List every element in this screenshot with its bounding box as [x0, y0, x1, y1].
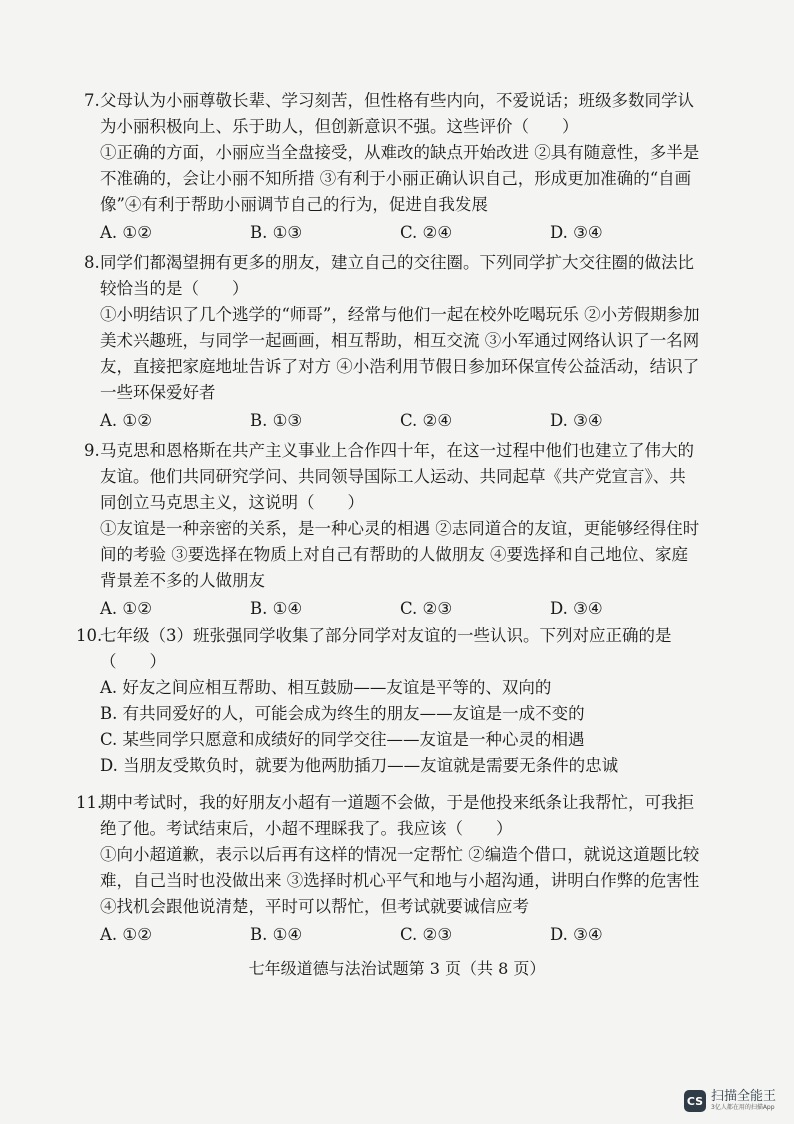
choice-a: A. 好友之间应相互帮助、相互鼓励——友谊是平等的、双向的 — [100, 678, 552, 697]
option-a: A. ①② — [100, 599, 152, 618]
question-number: 11. — [76, 793, 103, 812]
question-statements: ①友谊是一种亲密的关系，是一种心灵的相遇 ②志同道合的友谊，更能够经得住时间的考验 ③要选择在物质上对自己有帮助的人做朋友 ④要选择和自己地位、家庭背景差不多的人做朋友 — [100, 519, 700, 590]
option-b: B. ①③ — [250, 223, 303, 242]
question-9 — [84, 438, 700, 622]
option-b: B. ①④ — [250, 925, 303, 944]
option-a: A. ①② — [100, 411, 152, 430]
question-10 — [76, 623, 700, 779]
question-stem: 父母认为小丽尊敬长辈、学习刻苦，但性格有些内向，不爱说话；班级多数同学认为小丽积极向上、乐于助人，但创新意识不强。这些评价（ ） — [100, 91, 694, 136]
answer-options — [100, 220, 700, 246]
question-stem: 马克思和恩格斯在共产主义事业上合作四十年，在这一过程中他们也建立了伟大的友谊。他们共同研究学问、共同领导国际工人运动、共同起草《共产党宣言》、共同创立马克思主义，这说明（ ） — [100, 441, 694, 512]
question-number: 7. — [84, 91, 100, 110]
question-statements: ①小明结识了几个逃学的“师哥”，经常与他们一起在校外吃喝玩乐 ②小芳假期参加美术兴趣班，与同学一起画画，相互帮助，相互交流 ③小军通过网络认识了一名网友，直接把家庭地址告诉了对方 ④小浩利用节假日参加环保宣传公益活动，结识了一些环保爱好者 — [100, 305, 700, 402]
question-number: 8. — [84, 253, 100, 272]
option-b: B. ①④ — [250, 599, 303, 618]
page-footer: 七年级道德与法治试题第 3 页（共 8 页） — [248, 959, 546, 978]
option-d: D. ③④ — [550, 411, 603, 430]
question-number: 9. — [84, 441, 100, 460]
option-d: D. ③④ — [550, 599, 603, 618]
choice-b: B. 有共同爱好的人，可能会成为终生的朋友——友谊是一成不变的 — [100, 704, 585, 723]
question-7 — [84, 88, 700, 246]
question-statements: ①正确的方面，小丽应当全盘接受，从难改的缺点开始改进 ②具有随意性，多半是不准确的，会让小丽不知所措 ③有利于小丽正确认识自己，形成更加准确的“自画像”④有利于帮助小丽调节自己的行为，促进自我发展 — [100, 143, 700, 214]
choice-c: C. 某些同学只愿意和成绩好的同学交往——友谊是一种心灵的相遇 — [100, 730, 585, 749]
option-d: D. ③④ — [550, 223, 603, 242]
watermark-title: 扫描全能王 — [711, 1089, 777, 1104]
answer-options — [100, 596, 700, 622]
camscanner-logo-icon: CS — [684, 1090, 706, 1112]
option-a: A. ①② — [100, 223, 152, 242]
question-11 — [76, 790, 700, 948]
question-stem: 七年级（3）班张强同学收集了部分同学对友谊的一些认识。下列对应正确的是（ ） — [100, 626, 672, 671]
question-number: 10. — [76, 626, 103, 645]
option-c: C. ②④ — [400, 411, 453, 430]
scanner-watermark — [684, 1086, 794, 1116]
option-c: C. ②③ — [400, 925, 453, 944]
option-a: A. ①② — [100, 925, 152, 944]
option-b: B. ①③ — [250, 411, 303, 430]
question-8 — [84, 250, 700, 434]
answer-options — [100, 408, 700, 434]
option-d: D. ③④ — [550, 925, 603, 944]
answer-options — [100, 922, 700, 948]
option-c: C. ②④ — [400, 223, 453, 242]
question-statements: ①向小超道歉，表示以后再有这样的情况一定帮忙 ②编造个借口，就说这道题比较难，自己当时也没做出来 ③选择时机心平气和地与小超沟通，讲明白作弊的危害性 ④找机会跟他说清楚，平时可以帮忙，但考试就要诚信应考 — [100, 845, 700, 916]
watermark-text — [711, 1090, 776, 1112]
watermark-subtitle: 3亿人都在用的扫描App — [711, 1104, 775, 1111]
choice-d: D. 当朋友受欺负时，就要为他两肋插刀——友谊就是需要无条件的忠诚 — [100, 756, 619, 775]
option-c: C. ②③ — [400, 599, 453, 618]
question-stem: 期中考试时，我的好朋友小超有一道题不会做，于是他投来纸条让我帮忙，可我拒绝了他。考试结束后，小超不理睬我了。我应该（ ） — [100, 793, 694, 838]
question-stem: 同学们都渴望拥有更多的朋友，建立自己的交往圈。下列同学扩大交往圈的做法比较恰当的是（ ） — [100, 253, 694, 298]
